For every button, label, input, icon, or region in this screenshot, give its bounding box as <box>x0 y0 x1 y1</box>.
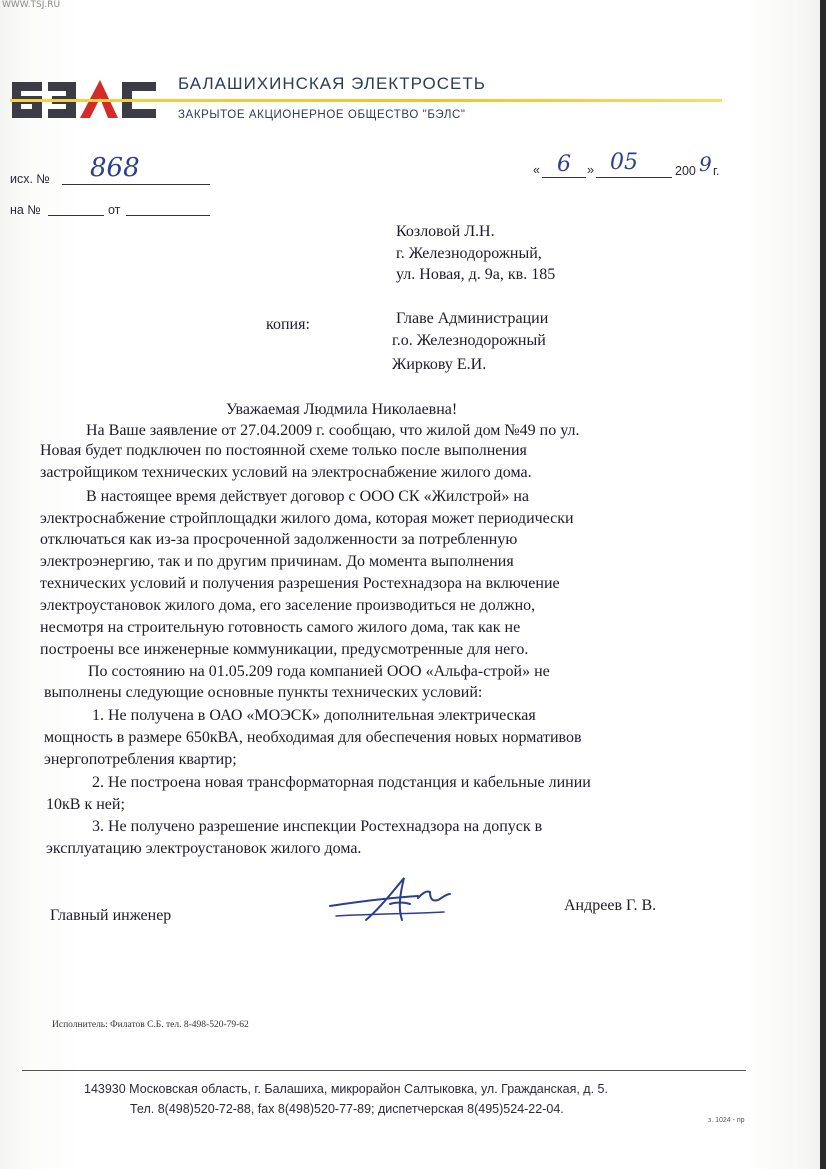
recipient-name: Козловой Л.Н. <box>396 223 495 240</box>
body-line: застройщиком технических условий на электроснабжение жилого дома. <box>40 464 532 481</box>
header-divider <box>10 99 722 102</box>
incoming-number-line <box>48 215 104 216</box>
executor-line: Исполнитель: Филатов С.Б. тел. 8-498-520-79-62 <box>52 1020 249 1030</box>
date-year-prefix: 200 <box>675 164 696 178</box>
body-line: построены все инженерные коммуникации, предусмотренные для него. <box>40 641 529 658</box>
date-year-suffix: 9 <box>699 152 712 176</box>
copy-recipient-city: г.о. Железнодорожный <box>392 332 546 349</box>
body-line: 10кВ к ней; <box>46 796 125 813</box>
watermark: WWW.TSJ.RU <box>2 0 61 10</box>
outgoing-number-label: исх. № <box>10 172 50 186</box>
outgoing-number-value: 868 <box>90 153 140 183</box>
date-month: 05 <box>610 150 638 175</box>
incoming-date-line <box>126 215 210 216</box>
body-line: 3. Не получено разрешение инспекции Ростехнадзора на допуск в <box>92 818 543 835</box>
body-line: На Ваше заявление от 27.04.2009 г. сообщаю, что жилой дом №49 по ул. <box>86 422 580 439</box>
body-line: 1. Не получена в ОАО «МОЭСК» дополнительная электрическая <box>92 707 536 724</box>
signatory-position: Главный инженер <box>50 907 172 924</box>
body-line: По состоянию на 01.05.209 года компанией ООО «Альфа-строй» не <box>88 663 550 680</box>
body-line: В настоящее время действует договор с ООО СК «Жилстрой» на <box>86 488 529 505</box>
incoming-from-label: от <box>108 203 121 217</box>
body-line: электроэнергию, так и по другим причинам. До момента выполнения <box>40 553 514 570</box>
footer-phones: Тел. 8(498)520-72-88, fax 8(498)520-77-89; диспетчерская 8(495)524-22-04. <box>130 1102 564 1116</box>
copy-label: копия: <box>266 316 310 333</box>
incoming-number-label: на № <box>10 203 41 217</box>
signatory-name: Андреев Г. В. <box>564 897 657 914</box>
body-line: энергопотребления квартир; <box>44 751 237 768</box>
body-line: технических условий и получения разрешения Ростехнадзора на включение <box>40 575 560 592</box>
scan-edge <box>820 0 826 1169</box>
date-year-suffix-label: г. <box>713 164 720 178</box>
form-code: з. 1024 - пр <box>708 1117 745 1124</box>
copy-recipient-title: Главе Администрации <box>396 310 549 327</box>
company-subtitle: ЗАКРЫТОЕ АКЦИОНЕРНОЕ ОБЩЕСТВО "БЭЛС" <box>178 109 466 121</box>
body-line: отключаться как из-за просроченной задолженности за потребленную <box>40 531 518 548</box>
company-name: БАЛАШИХИНСКАЯ ЭЛЕКТРОСЕТЬ <box>178 74 486 93</box>
body-line: мощность в размере 650кВА, необходимая для обеспечения новых нормативов <box>44 729 582 746</box>
footer-divider <box>22 1070 746 1071</box>
date-day: 6 <box>557 152 571 177</box>
signature-image <box>326 872 456 928</box>
date-day-line <box>542 177 586 178</box>
copy-recipient-name: Жиркову Е.И. <box>392 356 487 373</box>
body-line: эксплуатацию электроустановок жилого дома. <box>46 840 362 857</box>
body-line: электроустановок жилого дома, его заселение производиться не должно, <box>40 597 536 614</box>
body-line: электроснабжение стройплощадки жилого дома, которая может периодически <box>40 510 574 527</box>
date-quote-open: « <box>533 163 540 177</box>
body-line: Новая будет подключен по постоянной схеме только после выполнения <box>40 442 527 459</box>
greeting: Уважаемая Людмила Николаевна! <box>226 401 458 418</box>
footer-address: 143930 Московская область, г. Балашиха, микрорайон Салтыковка, ул. Гражданская, д. 5. <box>84 1082 608 1096</box>
date-month-line <box>596 177 672 178</box>
date-quote-close: » <box>587 163 594 177</box>
body-line: 2. Не построена новая трансформаторная подстанция и кабельные линии <box>92 774 591 791</box>
recipient-address: ул. Новая, д. 9а, кв. 185 <box>396 266 556 283</box>
outgoing-number-line <box>62 184 210 185</box>
recipient-city: г. Железнодорожный, <box>396 245 542 262</box>
body-line: несмотря на строительную готовность самого жилого дома, так как не <box>40 619 521 636</box>
body-line: выполнены следующие основные пункты технических условий: <box>44 684 483 701</box>
